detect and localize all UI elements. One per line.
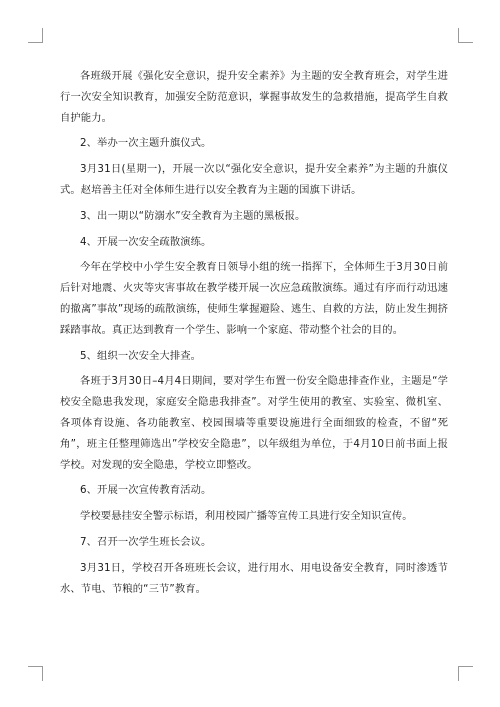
document-body	[60, 66, 448, 604]
heading-blackboard: 3、出一期以“防溺水”安全教育为主题的黑板报。	[80, 209, 306, 222]
heading-safety-inspection: 5、组织一次安全大排查。	[80, 349, 202, 362]
crop-mark-top-left	[28, 28, 43, 43]
heading-monitor-meeting: 7、召开一次学生班长会议。	[80, 535, 212, 548]
paragraph-flag-ceremony: 3月31日(星期一)，开展一次以“强化安全意识，提升安全素养”为主题的升旗仪式。赵培善主任对全体师生进行以安全教育为主题的国旗下讲话。	[60, 163, 448, 196]
heading-flag-ceremony: 2、举办一次主题升旗仪式。	[80, 137, 212, 150]
paragraph-class-meeting: 各班级开展《强化安全意识，提升安全素养》为主题的安全教育班会，对学生进行一次安全知识教育，加强安全防范意识，掌握事故发生的急救措施，提高学生自救自护能力。	[60, 70, 448, 124]
paragraph-evacuation-drill: 今年在学校中小学生安全教育日领导小组的统一指挥下，全体师生于3月30日前后针对地震、火灾等灾害事故在教学楼开展一次应急疏散演练。通过有序而行动迅速的撤离”事故”现场的疏散演练，使师生掌握避险、逃生、自救的方法，防止发生拥挤踩踏事故。真正达到教育一个学生、影响一个家庭、带动整个社会的目的。	[60, 261, 448, 336]
paragraph-monitor-meeting: 3月31日，学校召开各班班长会议，进行用水、用电设备安全教育，同时渗透节水、节电、节粮的“三节”教育。	[60, 561, 448, 595]
crop-mark-bottom-left	[28, 666, 43, 681]
heading-evacuation-drill: 4、开展一次安全疏散演练。	[80, 235, 212, 248]
paragraph-safety-inspection: 各班于3月30日–4月4日期间，要对学生布置一份安全隐患排查作业，主题是“学校安全隐患我发现，家庭安全隐患我排查”。对学生使用的教室、实验室、微机室、各项体育设施、各功能教室、校园围墙等重要设施进行全面细致的检查，不留“死角”，班主任整理筛选出”学校安全隐患”，以年级组为单位，于4月10日前书面上报学校。对发现的安全隐患，学校立即整改。	[60, 375, 448, 471]
paragraph-publicity: 学校要悬挂安全警示标语，利用校园广播等宣传工具进行安全知识宣传。	[80, 510, 413, 523]
heading-publicity: 6、开展一次宣传教育活动。	[80, 484, 212, 497]
crop-mark-bottom-right	[458, 666, 473, 681]
crop-mark-top-right	[458, 28, 473, 43]
